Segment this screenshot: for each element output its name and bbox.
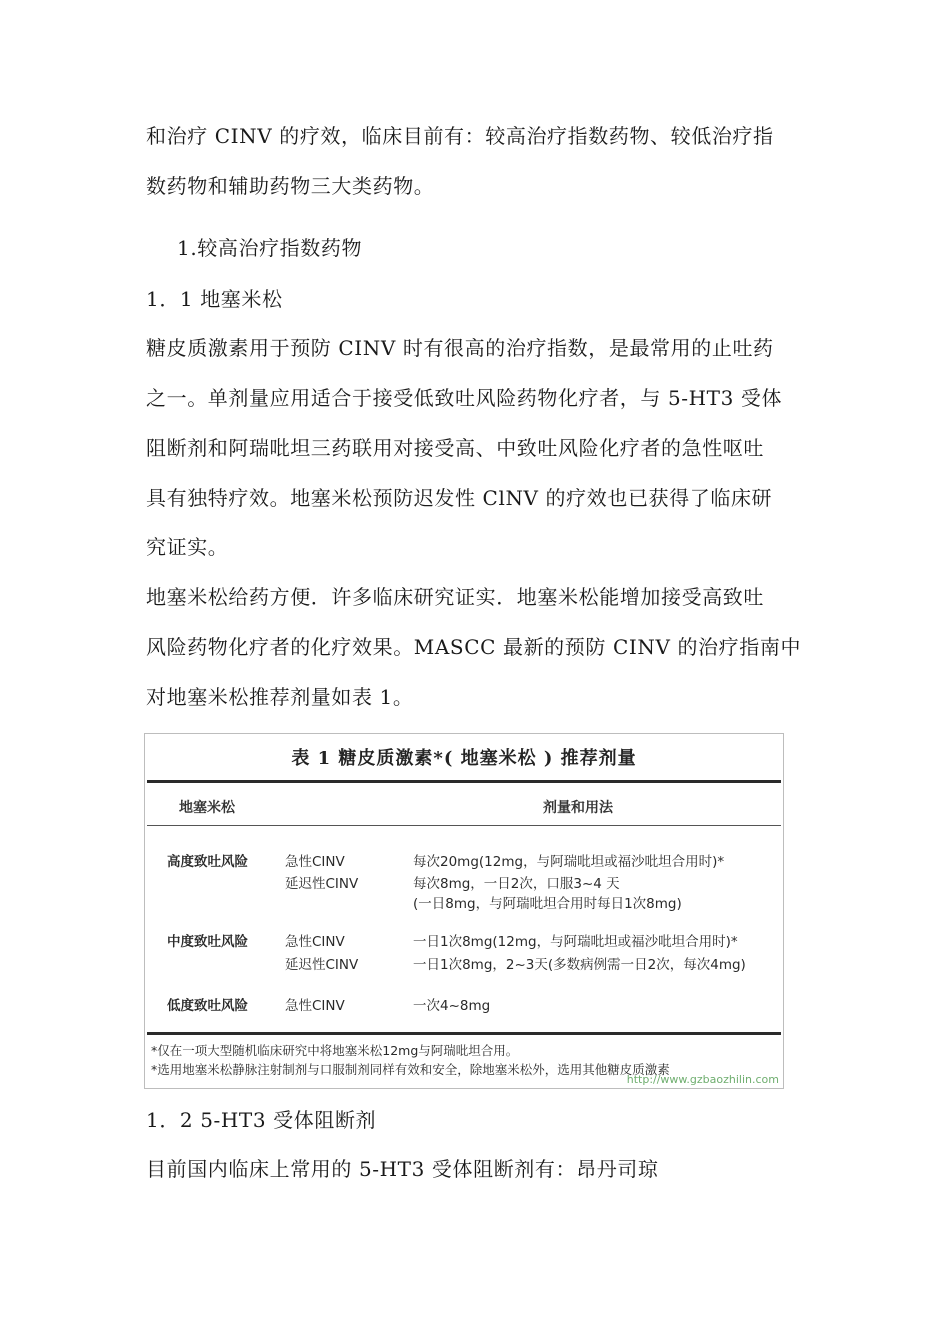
heading-1: 1.较高治疗指数药物 — [177, 236, 363, 260]
watermark: http://www.gzbaozhilin.com — [626, 1073, 779, 1086]
line-p3-2: 风险药物化疗者的化疗效果。MASCC 最新的预防 CINV 的治疗指南中 — [146, 635, 802, 659]
line-p3-1: 地塞米松给药方便．许多临床研究证实．地塞米松能增加接受高致吐 — [146, 585, 764, 609]
table-bottom-rule — [147, 1032, 781, 1035]
row-5-dose: 一日1次8mg，2~3天(多数病例需一日2次，每次4mg) — [413, 957, 746, 973]
table-header-rule — [147, 825, 781, 826]
line-p2-5: 究证实。 — [146, 535, 229, 559]
row-1-risk: 高度致吐风险 — [167, 854, 248, 870]
line-p3-3: 对地塞米松推荐剂量如表 1。 — [146, 685, 414, 709]
row-1-type: 急性CINV — [285, 854, 345, 870]
table-header-col1: 地塞米松 — [179, 800, 235, 816]
row-3-dose: (一日8mg，与阿瑞吡坦合用时每日1次8mg) — [413, 896, 682, 912]
heading-1-1: 1．1 地塞米松 — [146, 287, 283, 311]
line-p2-2: 之一。单剂量应用适合于接受低致吐风险药物化疗者，与 5-HT3 受体 — [146, 386, 783, 410]
row-2-dose: 每次8mg，一日2次，口服3~4 天 — [413, 876, 620, 892]
line-p2-1: 糖皮质激素用于预防 CINV 时有很高的治疗指数，是最常用的止吐药 — [146, 336, 774, 360]
heading-1-2: 1．2 5-HT3 受体阻断剂 — [146, 1108, 377, 1132]
line-p2-3: 阻断剂和阿瑞吡坦三药联用对接受高、中致吐风险化疗者的急性呕吐 — [146, 436, 764, 460]
table-1-image — [144, 733, 784, 1089]
row-2-type: 延迟性CINV — [285, 876, 359, 892]
line-p2-4: 具有独特疗效。地塞米松预防迟发性 ClNV 的疗效也已获得了临床研 — [146, 486, 773, 510]
row-4-type: 急性CINV — [285, 934, 345, 950]
row-4-risk: 中度致吐风险 — [167, 934, 248, 950]
table-note-1: *仅在一项大型随机临床研究中将地塞米松12mg与阿瑞吡坦合用。 — [151, 1043, 519, 1058]
table-title: 表 1 糖皮质激素*( 地塞米松 ) 推荐剂量 — [291, 748, 637, 769]
table-header-col2: 剂量和用法 — [543, 800, 613, 816]
row-6-type: 急性CINV — [285, 998, 345, 1014]
line-p4-1: 目前国内临床上常用的 5-HT3 受体阻断剂有：昂丹司琼 — [146, 1157, 659, 1181]
table-note-2: *选用地塞米松静脉注射制剂与口服制剂同样有效和安全，除地塞米松外，选用其他糖皮质激素 — [151, 1062, 670, 1077]
row-1-dose: 每次20mg(12mg，与阿瑞吡坦或福沙吡坦合用时)* — [413, 854, 725, 870]
row-5-type: 延迟性CINV — [285, 957, 359, 973]
row-4-dose: 一日1次8mg(12mg，与阿瑞吡坦或福沙吡坦合用时)* — [413, 934, 738, 950]
table-top-rule — [147, 780, 781, 783]
line-p1-2: 数药物和辅助药物三大类药物。 — [146, 174, 435, 198]
row-6-risk: 低度致吐风险 — [167, 998, 248, 1014]
row-6-dose: 一次4~8mg — [413, 998, 491, 1014]
line-p1-1: 和治疗 CINV 的疗效，临床目前有：较高治疗指数药物、较低治疗指 — [146, 124, 774, 148]
